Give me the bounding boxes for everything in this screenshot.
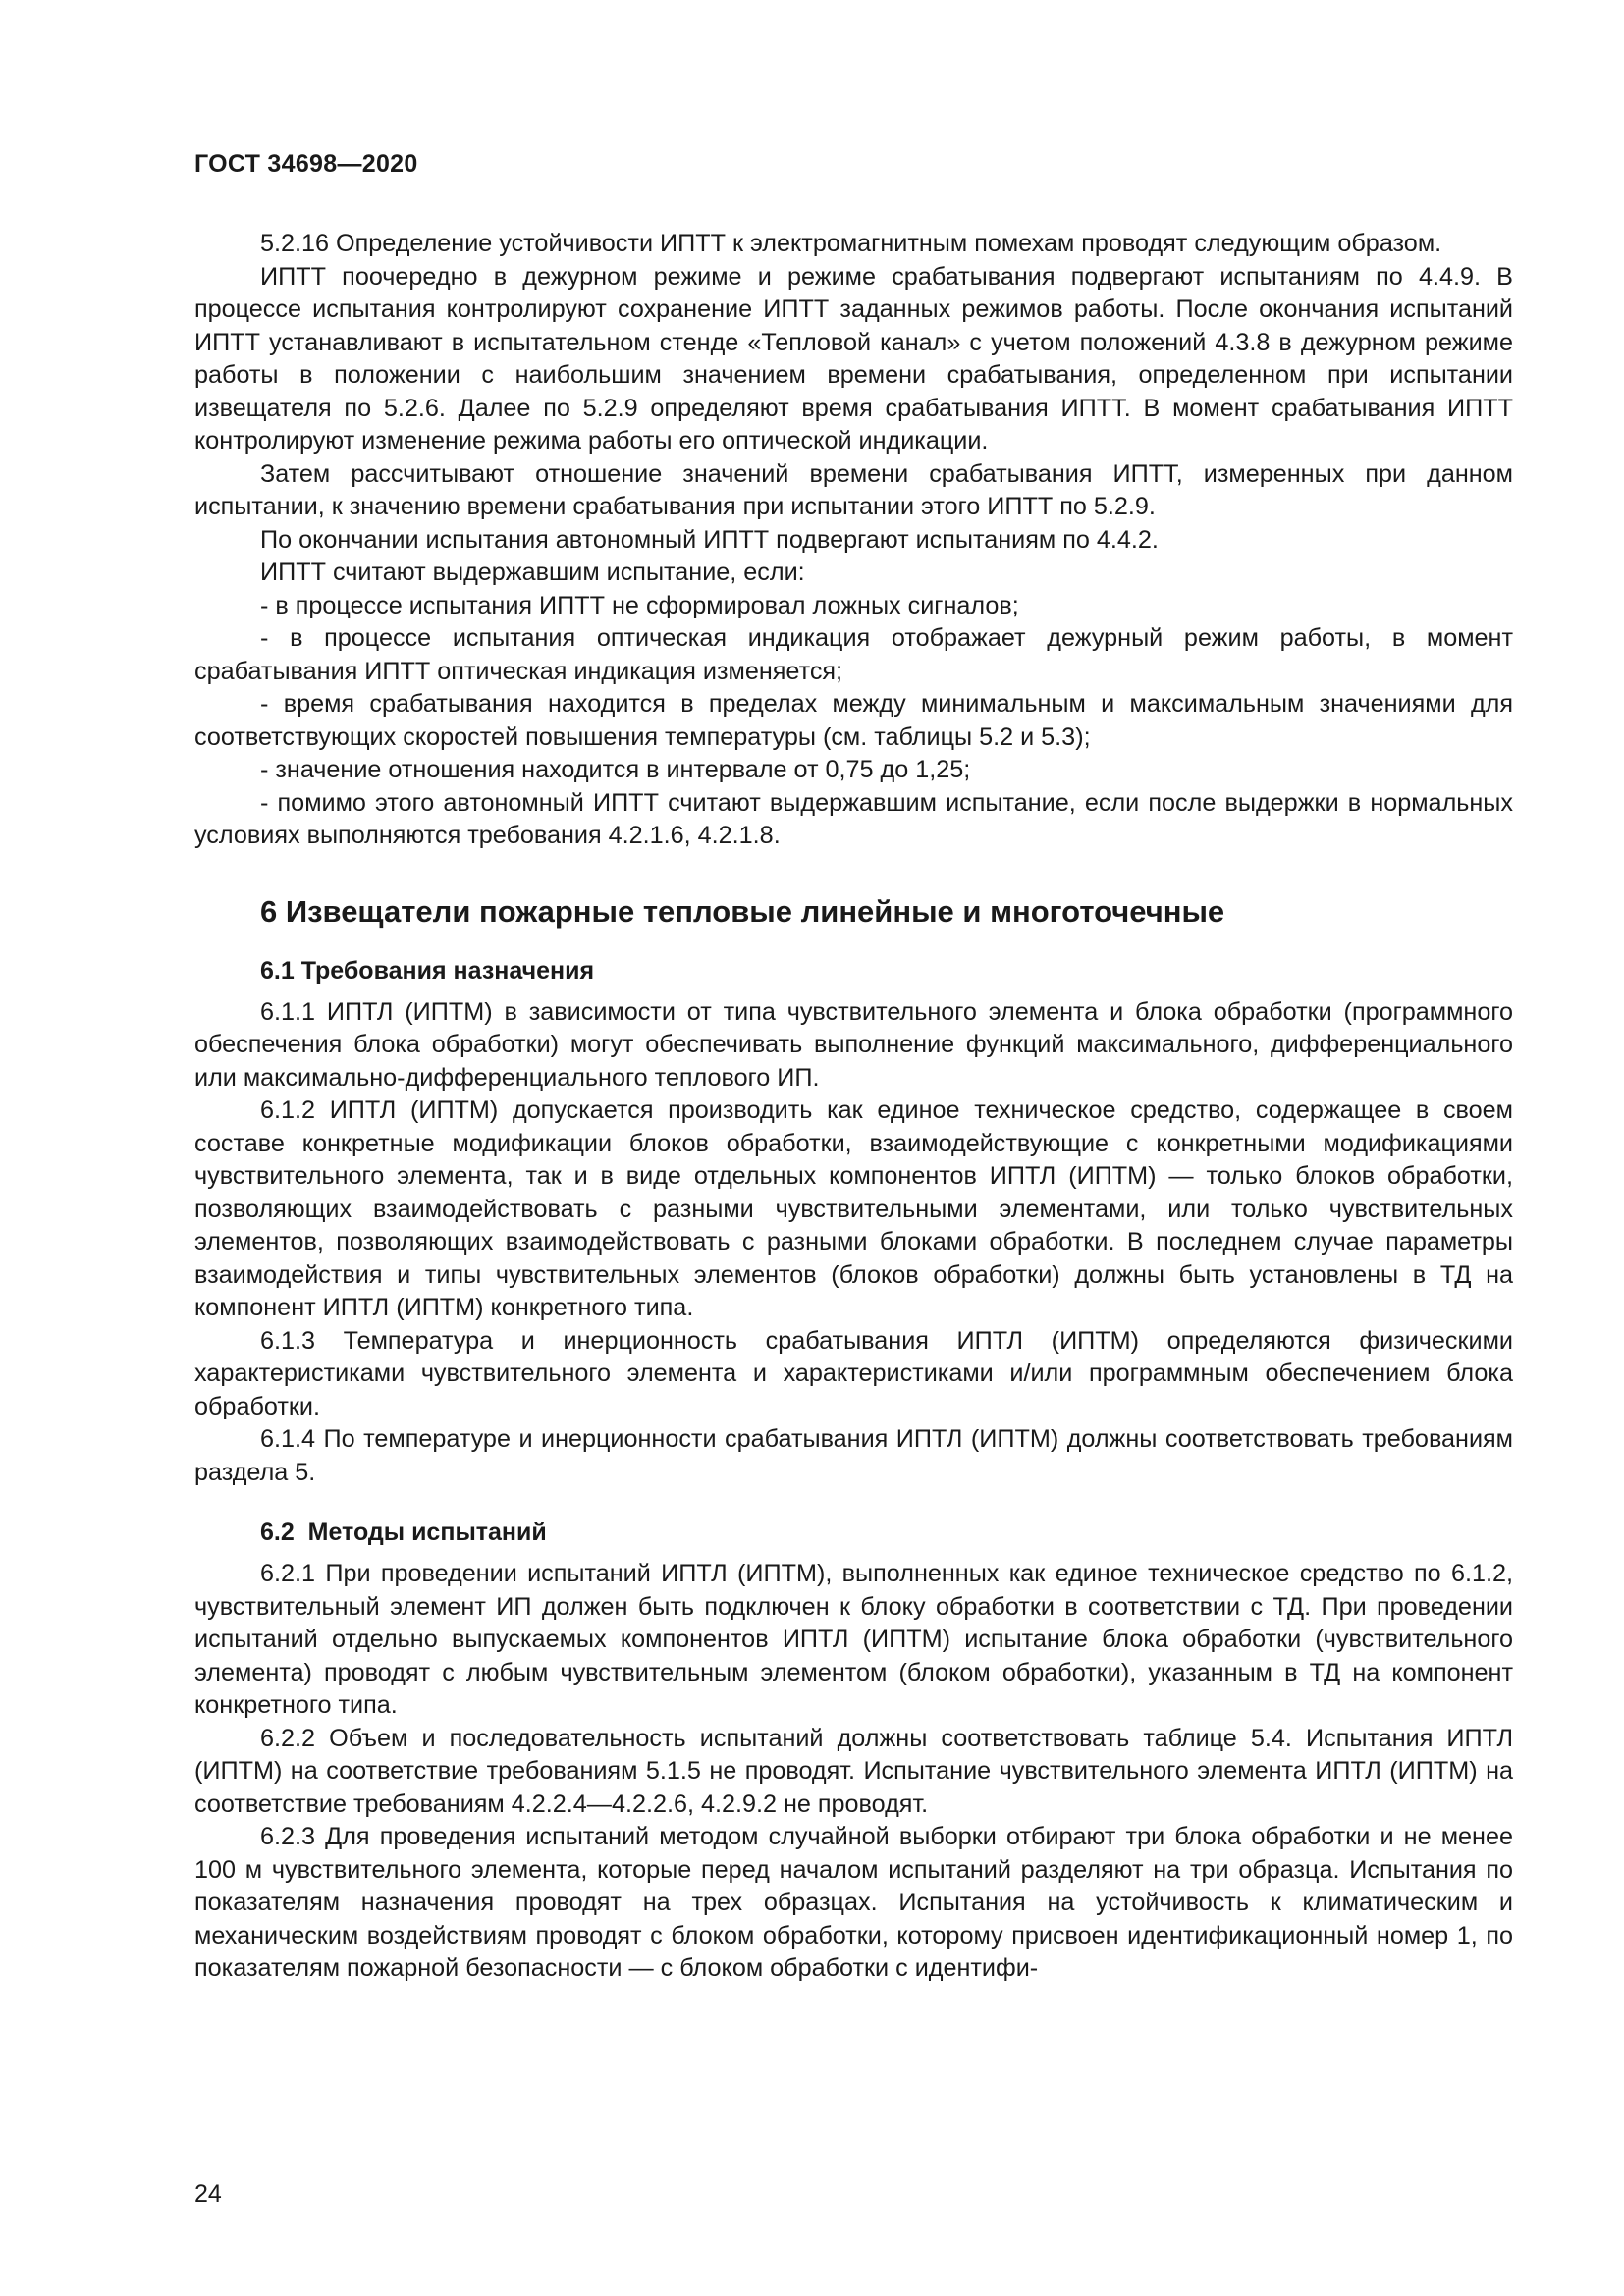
paragraph: 6.2.2 Объем и последовательность испытаний должны соответствовать таблице 5.4. Испытания ИПТЛ (ИПТМ) на соответствие требованиям 5.1.5 не проводят. Испытание чувствительного элемента ИПТЛ (ИПТМ) на соответствие требованиям 4.2.2.4—4.2.2.6, 4.2.9.2 не проводят. [194,1724,1513,1818]
paragraph: Затем рассчитывают отношение значений времени срабатывания ИПТТ, измеренных при данном испытании, к значению времени срабатывания при испытании этого ИПТТ по 5.2.9. [194,459,1513,520]
paragraph: По окончании испытания автономный ИПТТ подвергают испытаниям по 4.4.2. [260,525,1159,554]
paragraph: 6.1.4 По температуре и инерционности срабатывания ИПТЛ (ИПТМ) должны соответствовать требованиям раздела 5. [194,1425,1513,1486]
paragraph: 6.2.3 Для проведения испытаний методом случайной выборки отбирают три блока обработки и не менее 100 м чувствительного элемента, которые перед началом испытаний разделяют на три образца. Испытания по показателям назначения проводят на трех образцах. Испытания на устойчивость к климатическим и механическим воздействиям проводят с блоком обработки, которому присвоен идентификационный номер 1, по показателям пожарной безопасности — с блоком обработки с идентифи- [194,1823,1513,1982]
paragraph: ИПТТ поочередно в дежурном режиме и режиме срабатывания подвергают испытаниям по 4.4.9. В процессе испытания контролируют сохранение ИПТТ заданных режимов работы. После окончания испытаний ИПТТ устанавливают в испытательном стенде «Тепловой канал» с учетом положений 4.3.8 в дежурном режиме работы в положении с наибольшим значением времени срабатывания, определенном при испытании извещателя по 5.2.6. Далее по 5.2.9 определяют время срабатывания ИПТТ. В момент срабатывания ИПТТ контролируют изменение режима работы его оптической индикации. [194,262,1513,454]
subsection-6-2-body [194,1558,1513,1986]
list-item: - время срабатывания находится в пределах между минимальным и максимальным значениями для соответствующих скоростей повышения температуры (см. таблицы 5.2 и 5.3); [194,690,1513,751]
list-item: - помимо этого автономный ИПТТ считают выдержавшим испытание, если после выдержки в нормальных условиях выполняются требования 4.2.1.6, 4.2.1.8. [194,788,1513,849]
paragraph: ИПТТ считают выдержавшим испытание, если: [260,559,805,586]
paragraph: 6.2.1 При проведении испытаний ИПТЛ (ИПТМ), выполненных как единое техническое средство по 6.1.2, чувствительный элемент ИП должен быть подключен к блоку обработки в соответствии с ТД. При проведении испытаний отдельно выпускаемых компонентов ИПТЛ (ИПТМ) испытание блока обработки (чувствительного элемента) проводят с любым чувствительным элементом (блоком обработки), указанным в ТД на компонент конкретного типа. [194,1560,1513,1719]
page-number: 24 [194,2180,222,2208]
clause-5-2-16 [194,228,1513,853]
document-header: ГОСТ 34698—2020 [194,150,418,178]
document-body [194,228,1513,1986]
paragraph: 6.1.3 Температура и инерционность срабатывания ИПТЛ (ИПТМ) определяются физическими характеристиками чувствительного элемента и характеристиками и/или программным обеспечением блока обработки. [194,1326,1513,1420]
subsection-6-1-title: 6.1 Требования назначения [260,956,595,985]
list-item: - значение отношения находится в интервале от 0,75 до 1,25; [260,756,971,783]
subsection-6-1-body [194,996,1513,1490]
list-item: - в процессе испытания ИПТТ не сформировал ложных сигналов; [260,591,1019,619]
list-item: - в процессе испытания оптическая индикация отображает дежурный режим работы, в момент срабатывания ИПТТ оптическая индикация изменяется; [194,624,1513,685]
subsection-6-2-title: 6.2 Методы испытаний [260,1519,547,1546]
paragraph: 6.1.2 ИПТЛ (ИПТМ) допускается производить как единое техническое средство, содержащее в своем составе конкретные модификации блоков обработки, взаимодействующие с конкретными модификациями чувствительного элемента, так и в виде отдельных компонентов ИПТЛ (ИПТМ) — только блоков обработки, позволяющих взаимодействовать с разными чувствительными элементами, или только чувствительных элементов, позволяющих взаимодействовать с разными блоками обработки. В последнем случае параметры взаимодействия и типы чувствительных элементов (блоков обработки) должны быть установлены в ТД на компонент ИПТЛ (ИПТМ) конкретного типа. [194,1096,1513,1321]
paragraph: 5.2.16 Определение устойчивости ИПТТ к электромагнитным помехам проводят следующим образом. [260,230,1442,257]
section-6-title: 6 Извещатели пожарные тепловые линейные и многоточечные [260,893,1225,929]
paragraph: 6.1.1 ИПТЛ (ИПТМ) в зависимости от типа чувствительного элемента и блока обработки (программного обеспечения блока обработки) могут обеспечивать выполнение функций максимального, дифференциального или максимально-дифференциального теплового ИП. [194,997,1513,1092]
